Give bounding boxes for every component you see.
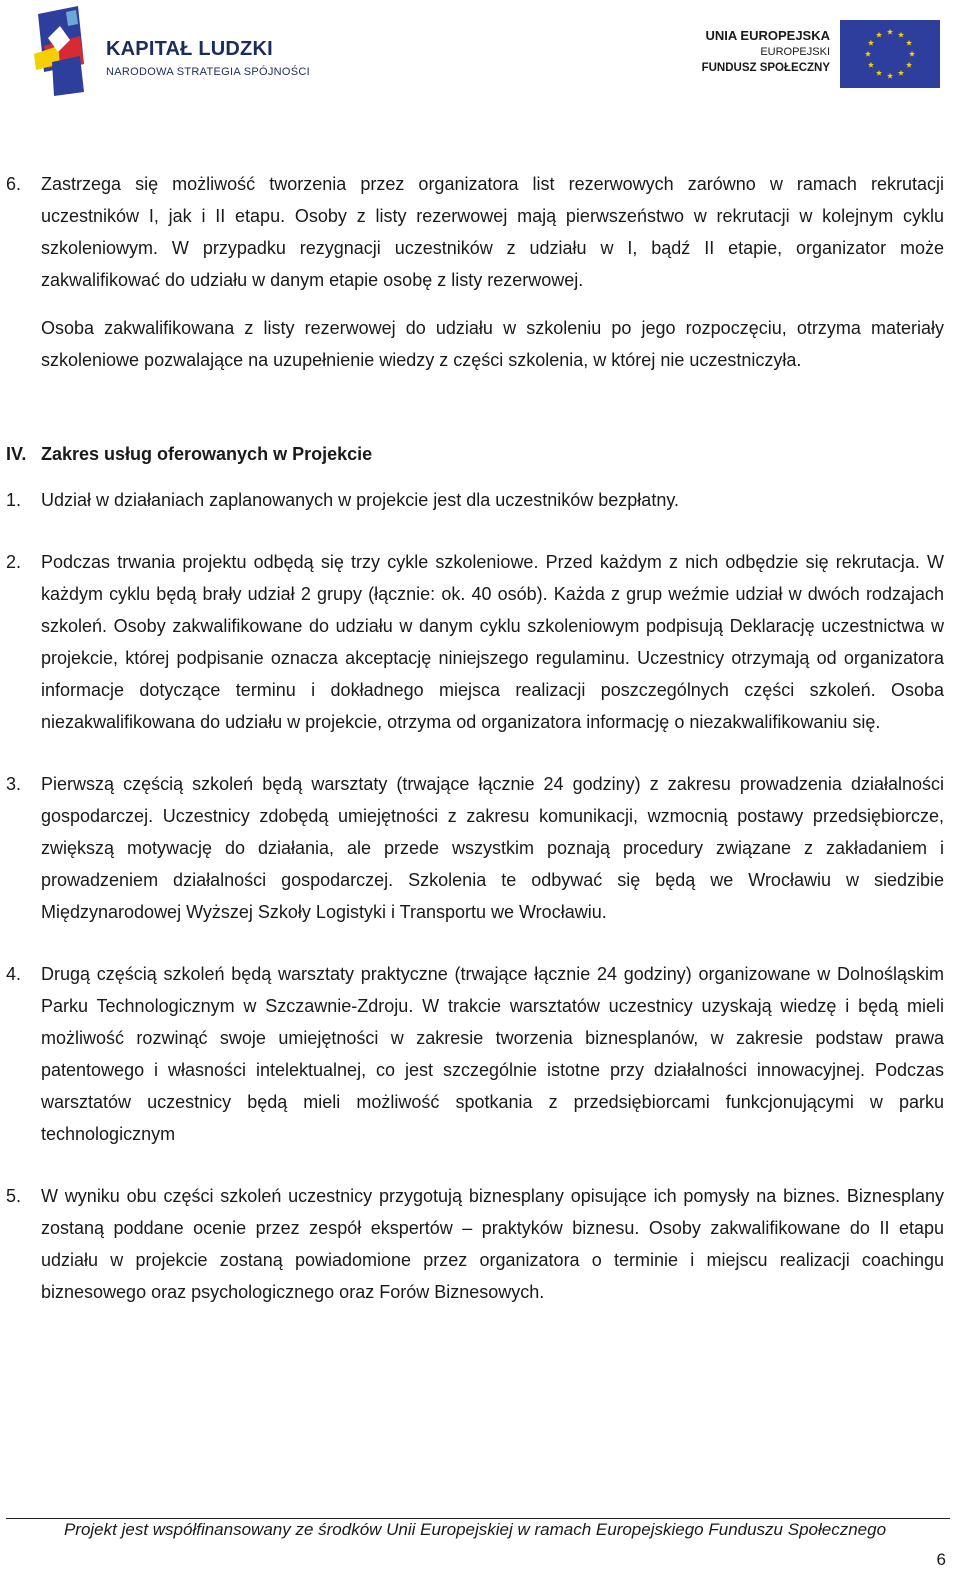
item-text: Pierwszą częścią szkoleń będą warsztaty (trwające łącznie 24 godziny) z zakresu prowadzenia działalności gospodarczej. Uczestnicy zdobędą umiejętności z zakresu komunikacji, wzmocnią postawy przedsiębiorcze, zwiększą motywację do działania, ale przede wszystkim poznają procedury związane z zakładaniem i prowadzeniem działalności gospodarczej. Szkolenia te odbywać się będą we Wrocławiu w siedzibie Międzynarodowej Wyższej Szkoły Logistyki i Transportu we Wrocławiu. — [41, 774, 944, 922]
paragraph-text: Osoba zakwalifikowana z listy rezerwowej do udziału w szkoleniu po jego rozpoczęciu, otrzyma materiały szkoleniowe pozwalające na uzupełnienie wiedzy z części szkolenia, w której nie uczestniczyła. — [41, 318, 944, 370]
item-text: Zastrzega się możliwość tworzenia przez organizatora list rezerwowych zarówno w ramach rekrutacji uczestników I, jak i II etapu. Osoby z listy rezerwowej mają pierwszeństwo w rekrutacji w kolejnym cyklu szkoleniowym. W przypadku rezygnacji uczestników z udziału w I, bądź II etapie, organizator może zakwalifikować do udziału w danym etapie osobę z listy rezerwowej. — [41, 174, 944, 290]
eu-logo — [690, 18, 950, 90]
item-number: 1. — [6, 490, 22, 510]
kl-logo-subtitle: NARODOWA STRATEGIA SPÓJNOŚCI — [106, 66, 310, 78]
footer-text: Projekt jest współfinansowany ze środków Unii Europejskiej w ramach Europejskiego Funduszu Społecznego — [63, 1520, 887, 1539]
list-item — [0, 768, 960, 928]
page-header — [0, 0, 960, 110]
footer-divider — [6, 1518, 950, 1519]
eu-flag-icon — [840, 20, 940, 88]
item-number: 5. — [6, 1186, 22, 1206]
item-number: 2. — [6, 552, 22, 572]
item-number: 6. — [6, 174, 22, 194]
item-text: W wyniku obu części szkoleń uczestnicy przygotują biznesplany opisujące ich pomysły na biznes. Biznesplany zostaną poddane ocenie przez zespół ekspertów – praktyków biznesu. Osoby zakwalifikowane do II etapu udziału w projekcie zostaną powiadomione przez organizatora o terminie i miejscu realizacji coachingu biznesowego oraz psychologicznego oraz Forów Biznesowych. — [41, 1186, 944, 1302]
item-number: 3. — [6, 774, 22, 794]
item-number: 4. — [6, 964, 22, 984]
list-item — [0, 484, 960, 516]
list-item — [0, 958, 960, 1150]
item-text: Drugą częścią szkoleń będą warsztaty praktyczne (trwające łącznie 24 godziny) organizowane w Dolnośląskim Parku Technologicznym w Szczawnie-Zdroju. W trakcie warsztatów uczestnicy uzyskają wiedzę i będą mieli możliwość rozwinąć swoje umiejętności w zakresie tworzenia biznesplanów, w zakresie podstaw prawa patentowego i własności intelektualnej, co jest szczególnie istotne przy działalności innowacyjnej. Podczas warsztatów uczestnicy będą mieli możliwość spotkania z przedsiębiorcami funkcjonującymi w parku technologicznym — [41, 964, 944, 1144]
kapital-ludzki-emblem — [30, 6, 90, 96]
list-item — [0, 168, 960, 296]
document-body — [0, 168, 960, 1308]
eu-logo-line2: EUROPEJSKI — [760, 46, 830, 58]
kl-logo-title: KAPITAŁ LUDZKI — [106, 38, 273, 60]
item-text: Udział w działaniach zaplanowanych w projekcie jest dla uczestników bezpłatny. — [41, 490, 679, 510]
kapital-ludzki-logo — [30, 6, 320, 96]
eu-logo-line3: FUNDUSZ SPOŁECZNY — [701, 62, 830, 74]
section-number: IV. — [6, 444, 27, 464]
paragraph — [0, 312, 960, 376]
list-item — [0, 546, 960, 738]
section-heading — [0, 438, 960, 470]
page-number: 6 — [936, 1550, 946, 1569]
list-item — [0, 1180, 960, 1308]
eu-logo-text — [702, 28, 830, 76]
eu-logo-line1: UNIA EUROPEJSKA — [705, 28, 830, 43]
section-title: Zakres usług oferowanych w Projekcie — [41, 444, 373, 464]
item-text: Podczas trwania projektu odbędą się trzy cykle szkoleniowe. Przed każdym z nich odbędzie się rekrutacja. W każdym cyklu będą brały udział 2 grupy (łącznie: ok. 40 osób). Każda z grup weźmie udział w dwóch rodzajach szkoleń. Osoby zakwalifikowane do udziału w danym cyklu szkoleniowym podpisują Deklarację uczestnictwa w projekcie, której podpisanie oznacza akceptację niniejszego regulaminu. Uczestnicy otrzymają od organizatora informacje dotyczące terminu i dokładnego miejsca realizacji poszczególnych części szkoleń. Osoba niezakwalifikowana do udziału w projekcie, otrzyma od organizatora informację o niezakwalifikowaniu się. — [41, 552, 944, 732]
